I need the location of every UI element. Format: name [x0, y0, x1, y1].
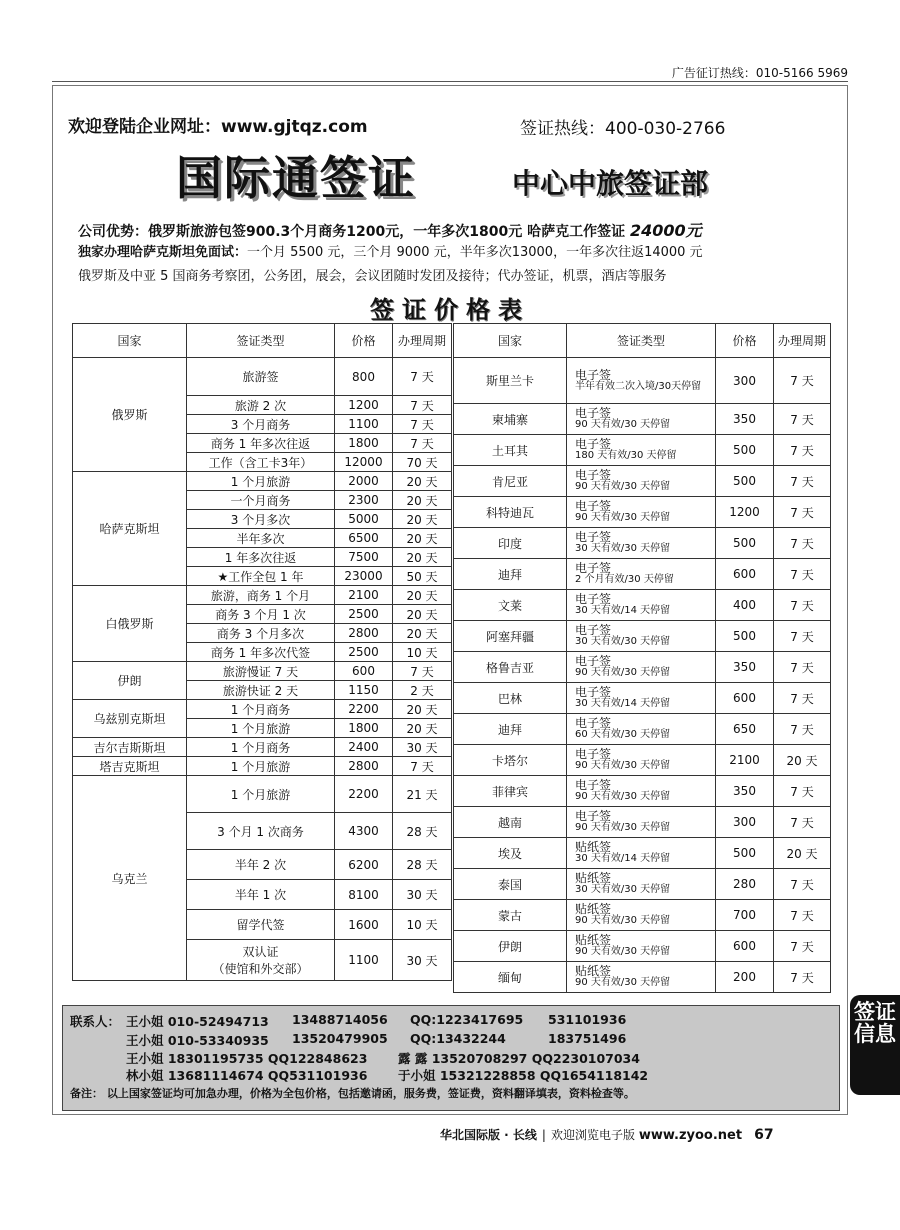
- visa-type-cell: [567, 528, 716, 559]
- period-cell: 20 天: [393, 510, 452, 529]
- country-cell: 科特迪瓦: [454, 497, 567, 528]
- contact-extra: 531101936: [548, 1012, 627, 1027]
- period-cell: 7 天: [774, 590, 831, 621]
- visa-type-cell: [567, 358, 716, 404]
- price-cell: 2500: [335, 643, 393, 662]
- country-cell: 越南: [454, 807, 567, 838]
- visa-type-cell: 半年 2 次: [187, 850, 335, 880]
- table-row: [73, 700, 452, 719]
- period-cell: 7 天: [774, 869, 831, 900]
- table-row: [73, 472, 452, 491]
- visa-type-cell: [567, 714, 716, 745]
- visa-type-cell: [567, 869, 716, 900]
- country-cell: 乌兹别克斯坦: [73, 700, 187, 738]
- visa-type-cell: [567, 404, 716, 435]
- price-cell: 600: [335, 662, 393, 681]
- table-row: [454, 838, 831, 869]
- table-row: [73, 776, 452, 813]
- country-cell: 肯尼亚: [454, 466, 567, 497]
- visa-hotline: 签证热线：400-030-2766: [520, 119, 726, 139]
- period-cell: 7 天: [774, 900, 831, 931]
- visa-type-cell: [567, 435, 716, 466]
- visa-type-label: 电子签: [575, 685, 612, 699]
- visa-type-line: （使馆和外交部）: [212, 962, 309, 976]
- visa-type-label: 电子签: [575, 592, 612, 606]
- table-row: [454, 528, 831, 559]
- price-cell: 1800: [335, 719, 393, 738]
- price-cell: 2500: [335, 605, 393, 624]
- contact-name: 王小姐 010-52494713: [126, 1014, 269, 1029]
- table-row: [454, 869, 831, 900]
- visa-type-cell: [567, 776, 716, 807]
- visa-type-label: 贴纸签: [575, 964, 612, 978]
- period-cell: 7 天: [393, 757, 452, 776]
- visa-type-label: 贴纸签: [575, 871, 612, 885]
- table-row: [454, 590, 831, 621]
- visa-validity: 90 天有效/30 天停留: [575, 481, 671, 492]
- visa-type-label: 电子签: [575, 468, 612, 482]
- price-cell: 1200: [335, 396, 393, 415]
- period-cell: 30 天: [393, 940, 452, 981]
- period-cell: 10 天: [393, 910, 452, 940]
- contact-name: 林小姐 13681114674 QQ531101936: [126, 1068, 368, 1083]
- visa-type-cell: 1 个月旅游: [187, 719, 335, 738]
- visa-type-label: 电子签: [575, 561, 612, 575]
- period-cell: 30 天: [393, 880, 452, 910]
- visa-type-label: 贴纸签: [575, 933, 612, 947]
- footer-welcome: 欢迎浏览电子版: [550, 1128, 635, 1142]
- period-cell: 7 天: [774, 404, 831, 435]
- price-cell: 400: [716, 590, 774, 621]
- table-row: [454, 714, 831, 745]
- country-cell: 巴林: [454, 683, 567, 714]
- price-cell: 6500: [335, 529, 393, 548]
- section-tab: [850, 995, 900, 1095]
- visa-type-label: 电子签: [575, 367, 612, 382]
- visa-validity: 90 天有效/30 天停留: [575, 915, 671, 926]
- visa-type-cell: 旅游快证 2 天: [187, 681, 335, 700]
- price-cell: 300: [716, 807, 774, 838]
- table-row: [73, 738, 452, 757]
- country-cell: 俄罗斯: [73, 358, 187, 472]
- country-cell: 缅甸: [454, 962, 567, 993]
- visa-type-cell: 商务 3 个月 1 次: [187, 605, 335, 624]
- exclusive-text: 一个月 5500 元，三个月 9000 元，半年多次13000，一年多次往返14000 元: [247, 245, 703, 260]
- country-cell: 蒙古: [454, 900, 567, 931]
- table-row: [73, 757, 452, 776]
- visa-type-cell: 旅游慢证 7 天: [187, 662, 335, 681]
- visa-type-cell: 1 年多次往返: [187, 548, 335, 567]
- visa-type-cell: 旅游 2 次: [187, 396, 335, 415]
- table-row: [454, 807, 831, 838]
- price-cell: 2200: [335, 776, 393, 813]
- section-tab-line: 签证: [854, 1000, 896, 1024]
- period-cell: 28 天: [393, 813, 452, 850]
- table-row: [454, 776, 831, 807]
- price-cell: 500: [716, 838, 774, 869]
- contact-name: 王小姐 18301195735 QQ122848623: [126, 1051, 368, 1066]
- period-cell: 7 天: [774, 931, 831, 962]
- price-cell: 500: [716, 528, 774, 559]
- period-cell: 7 天: [774, 466, 831, 497]
- visa-validity: 90 天有效/30 天停留: [575, 760, 671, 771]
- country-cell: 阿塞拜疆: [454, 621, 567, 652]
- brand-title: 国际通签证: [176, 151, 416, 205]
- price-cell: 500: [716, 466, 774, 497]
- price-cell: 23000: [335, 567, 393, 586]
- price-cell: 2300: [335, 491, 393, 510]
- website-line: 欢迎登陆企业网址：www.gjtqz.com: [68, 117, 368, 137]
- visa-type-cell: [567, 497, 716, 528]
- country-cell: 印度: [454, 528, 567, 559]
- table-row: [454, 621, 831, 652]
- country-cell: 白俄罗斯: [73, 586, 187, 662]
- visa-type-cell: 半年多次: [187, 529, 335, 548]
- table-row: [73, 586, 452, 605]
- table-row: [454, 497, 831, 528]
- visa-type-cell: 工作（含工卡3年）: [187, 453, 335, 472]
- country-cell: 吉尔吉斯斯坦: [73, 738, 187, 757]
- contact-mobile: 13488714056: [292, 1012, 388, 1027]
- country-cell: 格鲁吉亚: [454, 652, 567, 683]
- exclusive-label: 独家办理哈萨克斯坦免面试：: [78, 245, 248, 260]
- visa-type-line: 双认证: [242, 945, 279, 959]
- visa-type-label: 电子签: [575, 809, 612, 823]
- visa-type-label: 电子签: [575, 530, 612, 544]
- period-cell: 7 天: [774, 807, 831, 838]
- table-row: [454, 962, 831, 993]
- country-cell: 菲律宾: [454, 776, 567, 807]
- visa-type-cell: 留学代签: [187, 910, 335, 940]
- price-cell: 350: [716, 652, 774, 683]
- period-cell: 7 天: [774, 714, 831, 745]
- price-cell: 350: [716, 776, 774, 807]
- price-cell: 600: [716, 559, 774, 590]
- table-row: [73, 358, 452, 396]
- contact-name: 露 露 13520708297 QQ2230107034: [398, 1051, 640, 1066]
- table-row: [454, 358, 831, 404]
- period-cell: 70 天: [393, 453, 452, 472]
- visa-validity: 90 天有效/30 天停留: [575, 791, 671, 802]
- price-cell: 700: [716, 900, 774, 931]
- price-cell: 500: [716, 435, 774, 466]
- table-row: [454, 900, 831, 931]
- table-row: [454, 466, 831, 497]
- contact-mobile: 13520479905: [292, 1031, 388, 1046]
- period-cell: 50 天: [393, 567, 452, 586]
- period-cell: 20 天: [393, 700, 452, 719]
- visa-validity: 30 天有效/30 天停留: [575, 884, 671, 895]
- visa-type-cell: [567, 590, 716, 621]
- period-cell: 20 天: [393, 586, 452, 605]
- visa-type-cell: 1 个月商务: [187, 738, 335, 757]
- table-row: [454, 683, 831, 714]
- visa-type-cell: 商务 1 年多次往返: [187, 434, 335, 453]
- left-price-table: [72, 323, 452, 981]
- price-cell: 2100: [335, 586, 393, 605]
- table-header-row: [73, 324, 452, 358]
- visa-type-label: 电子签: [575, 623, 612, 637]
- contact-name: 王小姐 010-53340935: [126, 1033, 269, 1048]
- col-header-price: 价格: [716, 324, 774, 358]
- visa-type-cell: 1 个月旅游: [187, 472, 335, 491]
- table-header-row: [454, 324, 831, 358]
- contact-name: 于小姐 15321228858 QQ1654118142: [398, 1068, 649, 1083]
- price-cell: 1100: [335, 415, 393, 434]
- right-price-table: [453, 323, 831, 993]
- visa-type-label: 电子签: [575, 747, 612, 761]
- visa-type-cell: [567, 931, 716, 962]
- visa-type-label: 电子签: [575, 716, 612, 730]
- table-row: [454, 652, 831, 683]
- period-cell: 21 天: [393, 776, 452, 813]
- contact-qq: QQ:13432244: [410, 1031, 506, 1046]
- period-cell: 7 天: [393, 396, 452, 415]
- table-row: [454, 745, 831, 776]
- page-footer: [440, 1126, 774, 1143]
- country-cell: 塔吉克斯坦: [73, 757, 187, 776]
- visa-validity: 30 天有效/14 天停留: [575, 605, 671, 616]
- visa-validity: 30 天有效/14 天停留: [575, 698, 671, 709]
- visa-type-cell: 一个月商务: [187, 491, 335, 510]
- price-cell: 4300: [335, 813, 393, 850]
- country-cell: 土耳其: [454, 435, 567, 466]
- visa-type-label: 贴纸签: [575, 840, 612, 854]
- visa-validity: 60 天有效/30 天停留: [575, 729, 671, 740]
- period-cell: 7 天: [393, 662, 452, 681]
- country-cell: 文莱: [454, 590, 567, 621]
- page-number: 67: [754, 1127, 774, 1143]
- period-cell: 7 天: [774, 962, 831, 993]
- contact-label: 联系人：: [70, 1014, 121, 1029]
- period-cell: 7 天: [393, 434, 452, 453]
- period-cell: 7 天: [774, 358, 831, 404]
- visa-type-cell: [567, 559, 716, 590]
- footer-separator: |: [541, 1128, 546, 1142]
- col-header-period: 办理周期: [393, 324, 452, 358]
- table-row: [73, 662, 452, 681]
- advantage-text: 俄罗斯旅游包签900.3个月商务1200元，一年多次1800元 哈萨克工作签证: [148, 224, 630, 240]
- visa-type-label: 贴纸签: [575, 902, 612, 916]
- footer-url[interactable]: www.zyoo.net: [638, 1128, 743, 1143]
- visa-type-label: 电子签: [575, 406, 612, 420]
- price-cell: 280: [716, 869, 774, 900]
- visa-type-cell: 3 个月 1 次商务: [187, 813, 335, 850]
- price-cell: 12000: [335, 453, 393, 472]
- visa-validity: 90 天有效/30 天停留: [575, 512, 671, 523]
- table-row: [454, 559, 831, 590]
- visa-type-cell: 旅游签: [187, 358, 335, 396]
- visa-type-cell: [567, 621, 716, 652]
- price-cell: 2000: [335, 472, 393, 491]
- period-cell: 20 天: [393, 605, 452, 624]
- country-cell: 卡塔尔: [454, 745, 567, 776]
- visa-type-cell: [567, 683, 716, 714]
- price-cell: 2800: [335, 624, 393, 643]
- visa-validity: 30 天有效/30 天停留: [575, 636, 671, 647]
- visa-type-label: 电子签: [575, 778, 612, 792]
- price-cell: 650: [716, 714, 774, 745]
- contact-extra: 183751496: [548, 1031, 627, 1046]
- visa-type-cell: 1 个月商务: [187, 700, 335, 719]
- period-cell: 20 天: [393, 491, 452, 510]
- company-advantage: [78, 218, 702, 241]
- price-cell: 1200: [716, 497, 774, 528]
- country-cell: 迪拜: [454, 714, 567, 745]
- visa-type-cell: 1 个月旅游: [187, 776, 335, 813]
- visa-type-cell: [567, 652, 716, 683]
- country-cell: 柬埔寨: [454, 404, 567, 435]
- visa-validity: 半年有效二次入境/30天停留: [575, 380, 702, 392]
- visa-validity: 90 天有效/30 天停留: [575, 667, 671, 678]
- period-cell: 20 天: [393, 472, 452, 491]
- visa-validity: 90 天有效/30 天停留: [575, 946, 671, 957]
- price-cell: 8100: [335, 880, 393, 910]
- table-row: [454, 435, 831, 466]
- ad-hotline: 广告征订热线：010-5166 5969: [671, 66, 848, 80]
- visa-type-cell: [567, 807, 716, 838]
- visa-validity: 30 天有效/14 天停留: [575, 853, 671, 864]
- period-cell: 7 天: [774, 528, 831, 559]
- col-header-price: 价格: [335, 324, 393, 358]
- col-header-country: 国家: [454, 324, 567, 358]
- contact-qq: QQ:1223417695: [410, 1012, 524, 1027]
- period-cell: 20 天: [393, 529, 452, 548]
- visa-validity: 30 天有效/30 天停留: [575, 543, 671, 554]
- period-cell: 7 天: [774, 776, 831, 807]
- price-cell: 300: [716, 358, 774, 404]
- table-title: 签证价格表: [370, 295, 530, 324]
- price-cell: 200: [716, 962, 774, 993]
- visa-validity: 90 天有效/30 天停留: [575, 419, 671, 430]
- period-cell: 7 天: [774, 683, 831, 714]
- period-cell: 20 天: [774, 838, 831, 869]
- section-tab-line: 信息: [854, 1022, 896, 1046]
- price-cell: 600: [716, 683, 774, 714]
- visa-validity: 2 个月有效/30 天停留: [575, 574, 674, 585]
- period-cell: 2 天: [393, 681, 452, 700]
- visa-type-cell: [567, 466, 716, 497]
- price-cell: 2400: [335, 738, 393, 757]
- period-cell: 20 天: [393, 624, 452, 643]
- price-cell: 800: [335, 358, 393, 396]
- price-cell: 1600: [335, 910, 393, 940]
- visa-type-cell: 商务 1 年多次代签: [187, 643, 335, 662]
- visa-type-cell: [187, 940, 335, 981]
- visa-type-cell: 旅游，商务 1 个月: [187, 586, 335, 605]
- visa-type-cell: [567, 745, 716, 776]
- period-cell: 7 天: [393, 415, 452, 434]
- country-cell: 埃及: [454, 838, 567, 869]
- footer-edition: 华北国际版 · 长线: [440, 1128, 537, 1142]
- table-row: [454, 404, 831, 435]
- period-cell: 7 天: [774, 497, 831, 528]
- price-cell: 2200: [335, 700, 393, 719]
- visa-type-cell: 3 个月商务: [187, 415, 335, 434]
- period-cell: 28 天: [393, 850, 452, 880]
- country-cell: 哈萨克斯坦: [73, 472, 187, 586]
- col-header-period: 办理周期: [774, 324, 831, 358]
- table-row: [454, 931, 831, 962]
- period-cell: 7 天: [774, 652, 831, 683]
- exclusive-offer: [78, 241, 703, 260]
- period-cell: 7 天: [393, 358, 452, 396]
- price-cell: 6200: [335, 850, 393, 880]
- visa-type-cell: [567, 962, 716, 993]
- price-cell: 600: [716, 931, 774, 962]
- advantage-label: 公司优势：: [78, 224, 148, 240]
- visa-type-cell: 1 个月旅游: [187, 757, 335, 776]
- visa-type-cell: [567, 838, 716, 869]
- visa-type-cell: 商务 3 个月多次: [187, 624, 335, 643]
- visa-type-label: 电子签: [575, 437, 612, 451]
- price-cell: 1150: [335, 681, 393, 700]
- country-cell: 迪拜: [454, 559, 567, 590]
- price-cell: 1800: [335, 434, 393, 453]
- col-header-type: 签证类型: [187, 324, 335, 358]
- price-cell: 350: [716, 404, 774, 435]
- country-cell: 伊朗: [454, 931, 567, 962]
- visa-validity: 90 天有效/30 天停留: [575, 977, 671, 988]
- period-cell: 7 天: [774, 435, 831, 466]
- visa-type-label: 电子签: [575, 499, 612, 513]
- visa-type-cell: ★工作全包 1 年: [187, 567, 335, 586]
- brand-subtitle: 中心中旅签证部: [512, 167, 709, 200]
- period-cell: 20 天: [393, 719, 452, 738]
- country-cell: 乌克兰: [73, 776, 187, 981]
- visa-type-cell: 3 个月多次: [187, 510, 335, 529]
- price-cell: 2100: [716, 745, 774, 776]
- period-cell: 20 天: [393, 548, 452, 567]
- services-line: 俄罗斯及中亚 5 国商务考察团，公务团，展会，会议团随时发团及接待；代办签证，机票，酒店等服务: [78, 269, 667, 284]
- country-cell: 斯里兰卡: [454, 358, 567, 404]
- period-cell: 30 天: [393, 738, 452, 757]
- price-cell: 5000: [335, 510, 393, 529]
- remark-note: 备注： 以上国家签证均可加急办理，价格为全包价格，包括邀请函，服务费，签证费，资料翻译填表，资料检查等。: [70, 1087, 635, 1100]
- top-rule: [52, 81, 848, 82]
- price-cell: 1100: [335, 940, 393, 981]
- price-cell: 2800: [335, 757, 393, 776]
- period-cell: 7 天: [774, 621, 831, 652]
- visa-validity: 90 天有效/30 天停留: [575, 822, 671, 833]
- country-cell: 伊朗: [73, 662, 187, 700]
- advantage-highlight: 24000元: [629, 221, 702, 240]
- period-cell: 20 天: [774, 745, 831, 776]
- visa-validity: 180 天有效/30 天停留: [575, 450, 677, 461]
- col-header-type: 签证类型: [567, 324, 716, 358]
- period-cell: 10 天: [393, 643, 452, 662]
- price-cell: 7500: [335, 548, 393, 567]
- visa-type-label: 电子签: [575, 654, 612, 668]
- period-cell: 7 天: [774, 559, 831, 590]
- price-cell: 500: [716, 621, 774, 652]
- country-cell: 泰国: [454, 869, 567, 900]
- col-header-country: 国家: [73, 324, 187, 358]
- visa-type-cell: 半年 1 次: [187, 880, 335, 910]
- visa-type-cell: [567, 900, 716, 931]
